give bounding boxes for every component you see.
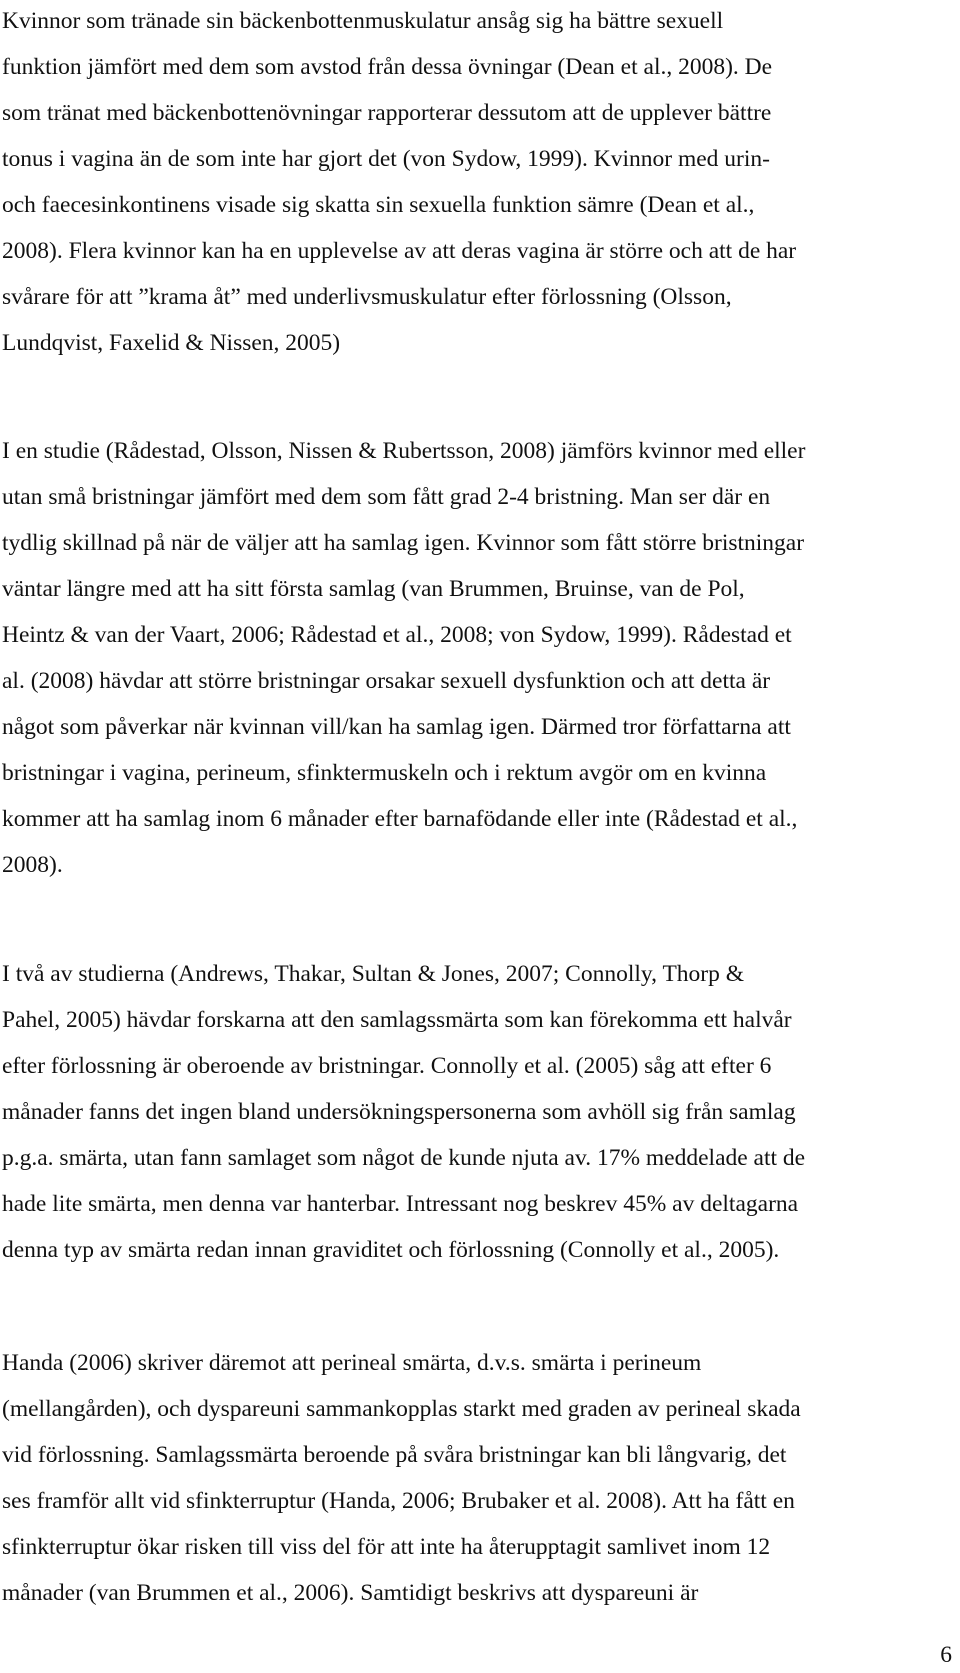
text-line: p.g.a. smärta, utan fann samlaget som något de kunde njuta av. 17% meddelade att de <box>2 1145 806 1171</box>
paragraph-handa <box>2 1340 957 1616</box>
paragraph-pelvic-floor-training <box>2 0 957 366</box>
text-line: Pahel, 2005) hävdar forskarna att den samlagssmärta som kan förekomma ett halvår <box>2 1007 792 1033</box>
text-line: I två av studierna (Andrews, Thakar, Sultan & Jones, 2007; Connolly, Thorp & <box>2 961 745 987</box>
text-line: tydlig skillnad på när de väljer att ha samlag igen. Kvinnor som fått större bristningar <box>2 530 805 556</box>
paragraph-two-studies <box>2 951 957 1273</box>
text-line: al. (2008) hävdar att större bristningar orsakar sexuell dysfunktion och att detta är <box>2 668 771 694</box>
page-number: 6 <box>940 1642 952 1668</box>
text-line: månader (van Brummen et al., 2006). Samtidigt beskrivs att dyspareuni är <box>2 1580 699 1606</box>
text-line: som tränat med bäckenbottenövningar rapporterar dessutom att de upplever bättre <box>2 100 772 126</box>
text-line: 2008). Flera kvinnor kan ha en upplevelse av att deras vagina är större och att de har <box>2 238 797 264</box>
text-line: sfinkterruptur ökar risken till viss del för att inte ha återupptagit samlivet inom 12 <box>2 1534 771 1560</box>
text-line: kommer att ha samlag inom 6 månader efter barnafödande eller inte (Rådestad et al., <box>2 806 798 832</box>
text-line: bristningar i vagina, perineum, sfinktermuskeln och i rektum avgör om en kvinna <box>2 760 767 786</box>
text-line: svårare för att ”krama åt” med underlivsmuskulatur efter förlossning (Olsson, <box>2 284 732 310</box>
text-line: I en studie (Rådestad, Olsson, Nissen & Rubertsson, 2008) jämförs kvinnor med eller <box>2 438 806 464</box>
text-line: 2008). <box>2 852 63 878</box>
text-line: och faecesinkontinens visade sig skatta sin sexuella funktion sämre (Dean et al., <box>2 192 755 218</box>
text-line: ses framför allt vid sfinkterruptur (Handa, 2006; Brubaker et al. 2008). Att ha fått en <box>2 1488 795 1514</box>
text-line: vid förlossning. Samlagssmärta beroende på svåra bristningar kan bli långvarig, det <box>2 1442 787 1468</box>
text-line: Handa (2006) skriver däremot att perineal smärta, d.v.s. smärta i perineum <box>2 1350 702 1376</box>
text-line: efter förlossning är oberoende av bristningar. Connolly et al. (2005) såg att efter 6 <box>2 1053 772 1079</box>
text-line: månader fanns det ingen bland undersökningspersonerna som avhöll sig från samlag <box>2 1099 796 1125</box>
text-line: Heintz & van der Vaart, 2006; Rådestad et al., 2008; von Sydow, 1999). Rådestad et <box>2 622 792 648</box>
text-line: väntar längre med att ha sitt första samlag (van Brummen, Bruinse, van de Pol, <box>2 576 745 602</box>
text-line: Lundqvist, Faxelid & Nissen, 2005) <box>2 330 341 356</box>
text-line: utan små bristningar jämfört med dem som fått grad 2-4 bristning. Man ser där en <box>2 484 771 510</box>
paragraph-radestad-study <box>2 428 957 888</box>
text-line: hade lite smärta, men denna var hanterbar. Intressant nog beskrev 45% av deltagarna <box>2 1191 799 1217</box>
text-line: tonus i vagina än de som inte har gjort det (von Sydow, 1999). Kvinnor med urin- <box>2 146 770 172</box>
text-line: (mellangården), och dyspareuni sammankopplas starkt med graden av perineal skada <box>2 1396 801 1422</box>
text-line: något som påverkar när kvinnan vill/kan ha samlag igen. Därmed tror författarna att <box>2 714 791 740</box>
text-line: denna typ av smärta redan innan graviditet och förlossning (Connolly et al., 2005). <box>2 1237 780 1263</box>
text-line: Kvinnor som tränade sin bäckenbottenmuskulatur ansåg sig ha bättre sexuell <box>2 8 724 34</box>
text-line: funktion jämfört med dem som avstod från dessa övningar (Dean et al., 2008). De <box>2 54 773 80</box>
